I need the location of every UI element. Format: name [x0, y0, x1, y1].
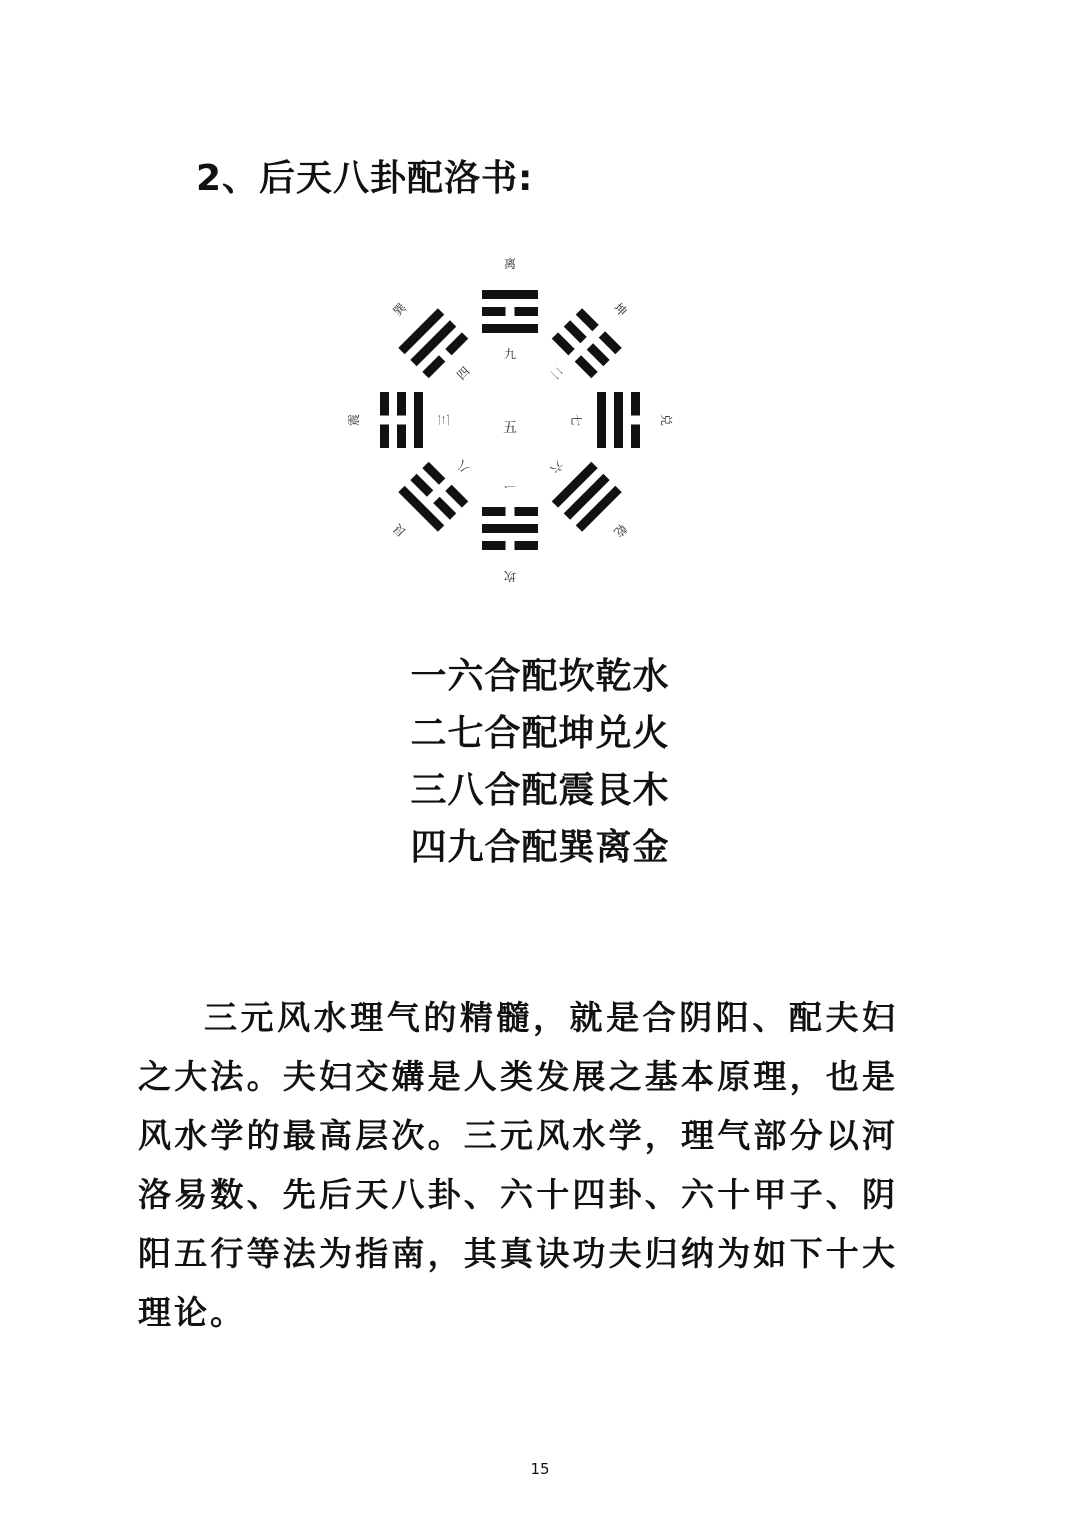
trigram-solid-line — [398, 308, 444, 354]
trigram-broken-line — [599, 331, 622, 354]
trigram-solid-line — [482, 290, 538, 299]
trigram-broken-line — [631, 392, 640, 416]
trigram-broken-line — [445, 332, 468, 355]
trigram-number-label: 六 — [547, 457, 566, 476]
trigram-broken-line — [422, 355, 445, 378]
trigram-broken-line — [482, 507, 506, 516]
trigram-south — [482, 257, 538, 361]
trigram-broken-line — [433, 497, 456, 520]
body-paragraph: 三元风水理气的精髓，就是合阴阳、配夫妇之大法。夫妇交媾是人类发展之基本原理，也是风水学的最高层次。三元风水学，理气部分以河洛易数、先后天八卦、六十四卦、六十甲子、阴阳五行等法为指南，其真诀功夫归纳为如下十大理论。 — [138, 998, 898, 1332]
trigram-number-label: 八 — [454, 457, 473, 476]
trigram-name-label: 乾 — [611, 521, 630, 540]
trigram-broken-line — [514, 541, 538, 550]
trigram-broken-line — [631, 424, 640, 448]
trigram-broken-line — [422, 462, 445, 485]
trigram-broken-line — [514, 507, 538, 516]
trigram-solid-line — [398, 486, 444, 532]
trigram-broken-line — [587, 343, 610, 366]
trigram-northeast — [375, 442, 488, 555]
trigram-northwest — [532, 442, 646, 556]
trigram-solid-line — [564, 474, 610, 520]
trigram-name-label: 震 — [347, 413, 361, 427]
pairing-list — [0, 648, 1080, 876]
trigram-name-label: 坤 — [611, 300, 630, 319]
trigram-name-label: 坎 — [503, 569, 517, 583]
trigram-number-label: 七 — [569, 413, 583, 427]
trigram-southwest — [532, 284, 646, 398]
trigram-broken-line — [445, 485, 468, 508]
pairing-line: 四九合配巽离金 — [410, 827, 670, 868]
trigram-east — [347, 392, 451, 448]
trigram-number-label: 二 — [547, 364, 566, 383]
pairing-line: 一六合配坎乾水 — [410, 656, 670, 697]
trigram-broken-line — [552, 332, 575, 355]
trigram-solid-line — [576, 486, 622, 532]
trigram-broken-line — [397, 392, 406, 416]
trigram-broken-line — [576, 308, 599, 331]
trigram-number-label: 一 — [503, 479, 517, 493]
trigram-north — [482, 479, 538, 584]
trigram-broken-line — [482, 307, 506, 316]
trigram-broken-line — [397, 424, 406, 448]
trigram-number-label: 三 — [437, 413, 451, 427]
center-number: 五 — [503, 420, 517, 436]
trigram-solid-line — [482, 324, 538, 333]
trigram-broken-line — [482, 541, 506, 550]
trigram-name-label: 离 — [503, 257, 517, 271]
trigram-solid-line — [414, 392, 423, 448]
trigram-name-label: 艮 — [390, 521, 409, 540]
trigram-broken-line — [514, 307, 538, 316]
trigram-broken-line — [564, 320, 587, 343]
trigram-solid-line — [482, 524, 538, 533]
trigram-broken-line — [380, 424, 389, 448]
trigram-broken-line — [380, 392, 389, 416]
pairing-line: 三八合配震艮木 — [410, 770, 670, 811]
trigram-solid-line — [410, 320, 456, 366]
trigram-broken-line — [575, 355, 598, 378]
trigram-solid-line — [614, 392, 623, 448]
trigram-number-label: 四 — [454, 364, 473, 383]
trigram-broken-line — [410, 474, 433, 497]
trigram-name-label: 巽 — [390, 300, 409, 319]
trigram-name-label: 兑 — [659, 413, 673, 427]
trigram-southeast — [375, 285, 488, 398]
bagua-luoshu-diagram — [320, 240, 700, 600]
pairing-line: 二七合配坤兑火 — [410, 713, 670, 754]
section-heading: 2、后天八卦配洛书: — [196, 158, 534, 199]
page-number: 15 — [530, 1460, 550, 1478]
trigram-solid-line — [597, 392, 606, 448]
trigram-west — [569, 392, 674, 448]
trigram-number-label: 九 — [503, 347, 517, 361]
